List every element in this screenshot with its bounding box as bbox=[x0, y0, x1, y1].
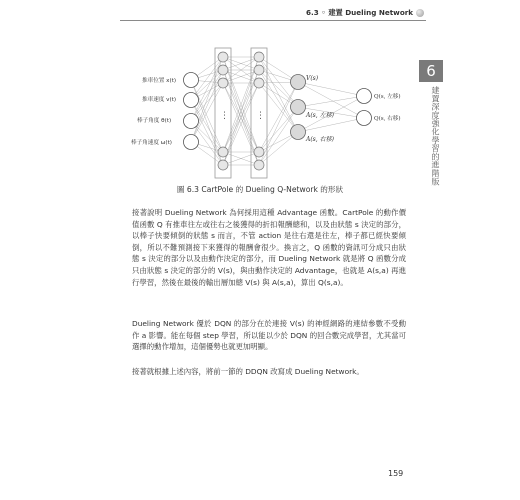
chapter-tab: 6 bbox=[419, 60, 443, 82]
hidden-node bbox=[218, 52, 228, 62]
q-output-node-right bbox=[357, 111, 372, 126]
hidden-node bbox=[254, 78, 264, 88]
input-node bbox=[184, 93, 199, 108]
advantage-label-right: A(s, 右移) bbox=[306, 136, 334, 143]
hidden-node bbox=[254, 147, 264, 157]
body-paragraph: Dueling Network 優於 DQN 的部分在於連接 V(s) 的神經網路的連結參數不受動作 a 影響。能在每個 step 學習，所以能以少於 DQN 的回合數完成學習，尤其當可選擇的動作增加，這個優勢也就更加明顯。 bbox=[132, 319, 406, 352]
hidden-node bbox=[218, 160, 228, 170]
q-output-node-left bbox=[357, 89, 372, 104]
hidden-node bbox=[218, 78, 228, 88]
input-node bbox=[184, 135, 199, 150]
q-label-left: Q(s, 左移) bbox=[374, 94, 401, 100]
header-rule bbox=[120, 20, 426, 21]
connection-line bbox=[298, 82, 364, 96]
input-label-cart-velocity: 推車速度 v(t) bbox=[142, 97, 177, 103]
advantage-label-left: A(s, 左移) bbox=[306, 112, 334, 119]
connection-line bbox=[191, 100, 223, 165]
input-label-pole-angle: 棒子角度 θ(t) bbox=[137, 118, 172, 124]
hidden-node bbox=[254, 160, 264, 170]
connection-line bbox=[259, 70, 298, 107]
body-paragraph: 接著說明 Dueling Network 為何採用這種 Advantage 函數。CartPole 的動作價值函數 Q 有推車往左或往右之後獲得的折扣報酬總和，以及由狀態 s 決定的部分，以棒子快要傾倒的狀態 s 而言，不管 action 是往右還是往左，棒子都已經快要傾倒，所以不難預測接下來獲得的報酬會很少。換言之，Q 函數的資訊可分成只由狀態 s 決定的部分以及由動作決定的部分，而 Dueling Network 就是將 Q 函數分成只由狀態 s 決定的部分的 V(s)，與由動作決定的 Advantage，也就是 A(s,a) 再進行學習，然後在最後的輸出層加總 V(s) 與 A(s,a)，算出 Q(s,a)。 bbox=[132, 208, 406, 287]
connection-lines bbox=[191, 57, 364, 165]
hidden-node bbox=[254, 65, 264, 75]
header-section-title: 6.3 ◦ 建置 Dueling Network bbox=[306, 8, 414, 17]
value-label: V(s) bbox=[306, 75, 319, 82]
chapter-side-label: 建置深度強化學習的進階版 bbox=[431, 86, 440, 186]
layer-ellipsis: ⋮ bbox=[220, 111, 229, 121]
hidden-node bbox=[218, 65, 228, 75]
header-bullet-icon bbox=[416, 9, 424, 17]
body-paragraph: 接著就根據上述內容，將前一節的 DDQN 改寫成 Dueling Network。 bbox=[132, 367, 364, 376]
value-node bbox=[291, 75, 306, 90]
connection-line bbox=[298, 118, 364, 132]
dueling-network-diagram bbox=[120, 38, 420, 186]
connection-line bbox=[191, 57, 223, 121]
q-label-right: Q(s, 右移) bbox=[374, 116, 401, 122]
input-label-pole-angular-velocity: 棒子角速度 ω(t) bbox=[131, 140, 172, 146]
input-label-cart-position: 推車位置 x(t) bbox=[142, 78, 177, 84]
layer-ellipsis: ⋮ bbox=[256, 111, 265, 121]
advantage-node-left bbox=[291, 100, 306, 115]
advantage-node-right bbox=[291, 125, 306, 140]
hidden-node bbox=[254, 52, 264, 62]
hidden-node bbox=[218, 147, 228, 157]
page-number: 159 bbox=[388, 469, 404, 478]
figure-caption: 圖 6.3 CartPole 的 Dueling Q-Network 的形狀 bbox=[176, 185, 344, 194]
running-header bbox=[306, 8, 424, 18]
input-node bbox=[184, 114, 199, 129]
connection-line bbox=[191, 83, 223, 142]
input-node bbox=[184, 73, 199, 88]
